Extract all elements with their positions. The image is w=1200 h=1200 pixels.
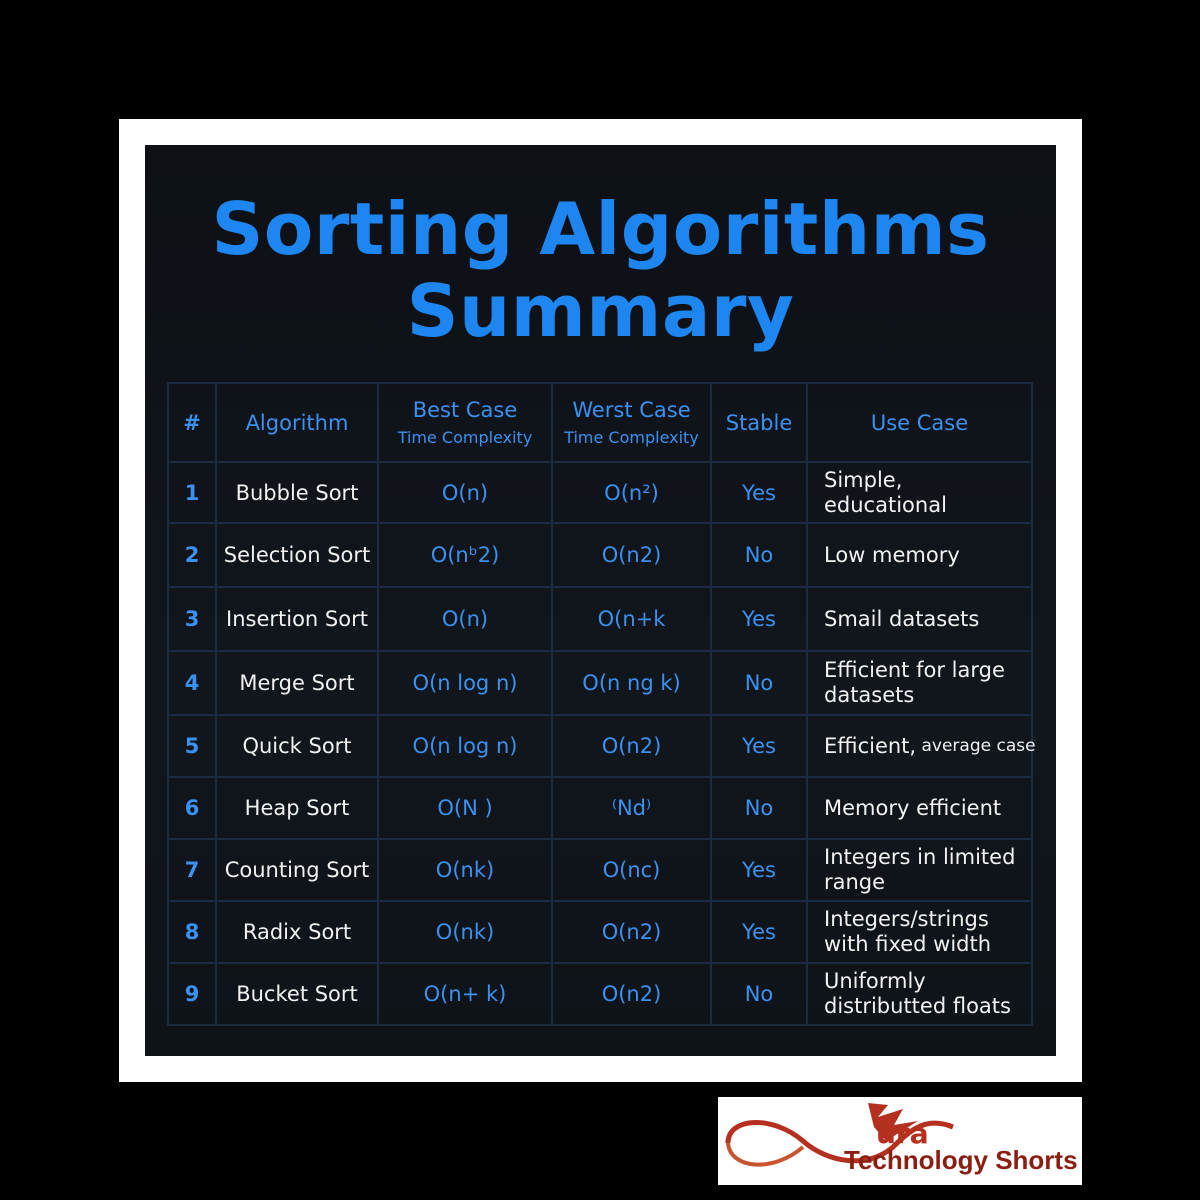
row-num-text: 1 (184, 480, 200, 505)
row-best-case-text: O(n log n) (412, 671, 518, 695)
row-worst-case-text: ⁽Nd⁾ (611, 796, 652, 820)
row-use-case-text: Uniformly distributted floats (824, 969, 1011, 1018)
header-use-label: Use Case (870, 410, 969, 435)
row-best-case-text: O(nk) (435, 920, 495, 944)
row-algorithm (217, 964, 379, 1024)
row-use-case-text: Memory efficient (824, 795, 1002, 820)
row-num-text: 7 (184, 858, 200, 882)
row-worst-case (553, 588, 712, 652)
row-algorithm (217, 524, 379, 588)
row-num (169, 588, 217, 652)
row-best-case (379, 588, 553, 652)
row-stable (712, 840, 808, 902)
row-worst-case (553, 463, 712, 524)
page-title (145, 188, 1056, 352)
row-best-case (379, 964, 553, 1024)
row-worst-case (553, 840, 712, 902)
row-num-text: 2 (184, 543, 200, 567)
header-worst-label: Werst Case (572, 398, 691, 422)
row-num-text: 3 (184, 607, 200, 631)
row-use-case-text: Low memory (824, 542, 960, 567)
row-stable (712, 964, 808, 1024)
row-num-text: 9 (184, 982, 200, 1006)
row-num (169, 902, 217, 964)
row-algorithm (217, 716, 379, 778)
row-worst-case (553, 652, 712, 716)
row-num (169, 778, 217, 840)
row-stable-text: Yes (742, 607, 776, 631)
row-stable (712, 463, 808, 524)
header-best-case (379, 384, 553, 463)
algorithms-table (167, 382, 1036, 1026)
row-num (169, 964, 217, 1024)
row-best-case-text: O(n) (441, 607, 489, 631)
row-stable (712, 652, 808, 716)
row-algorithm-text: Radix Sort (242, 920, 352, 944)
row-use-case-text: Efficient for large datasets (824, 658, 1005, 707)
row-stable-text: Yes (742, 920, 776, 944)
row-algorithm (217, 902, 379, 964)
header-stable-label: Stable (725, 410, 793, 435)
row-worst-case-text: O(n2) (601, 920, 662, 944)
row-use-case (808, 778, 1031, 840)
header-best-sublabel: Time Complexity (397, 428, 533, 447)
row-worst-case (553, 778, 712, 840)
row-best-case (379, 902, 553, 964)
row-num (169, 716, 217, 778)
row-algorithm (217, 840, 379, 902)
row-stable (712, 524, 808, 588)
row-use-case-text: Efficient, (824, 733, 917, 758)
header-use-case (808, 384, 1031, 463)
row-stable-text: No (744, 982, 774, 1006)
row-stable (712, 902, 808, 964)
use-case-note: average case (916, 735, 1036, 756)
header-best-label: Best Case (412, 398, 518, 422)
row-num-text: 8 (184, 920, 200, 944)
row-stable-text: Yes (742, 734, 776, 758)
row-best-case (379, 716, 553, 778)
title-line-2: Summary (406, 269, 795, 353)
header-stable (712, 384, 808, 463)
row-stable (712, 778, 808, 840)
row-use-case (808, 840, 1031, 902)
row-num (169, 524, 217, 588)
row-worst-case-text: O(n²) (604, 480, 659, 505)
row-use-case (808, 588, 1031, 652)
header-worst-case (553, 384, 712, 463)
row-stable (712, 716, 808, 778)
row-worst-case (553, 716, 712, 778)
row-use-case-text: Simple, educational (824, 467, 947, 517)
row-worst-case-text: O(nc) (602, 858, 661, 882)
logo-text-ura: ura (876, 1117, 929, 1150)
row-use-case (808, 716, 1036, 778)
row-algorithm-text: Quick Sort (242, 734, 352, 758)
row-use-case (808, 463, 1031, 524)
row-num (169, 463, 217, 524)
row-best-case-text: O(nᵇ2) (430, 543, 500, 567)
row-worst-case-text: O(n2) (601, 734, 662, 758)
brand-logo (718, 1097, 1082, 1185)
row-use-case (808, 902, 1031, 964)
row-stable (712, 588, 808, 652)
header-num (169, 384, 217, 463)
logo-text-technology-shorts: Technology Shorts (844, 1145, 1078, 1175)
row-num-text: 6 (184, 796, 200, 820)
row-algorithm-text: Heap Sort (244, 796, 350, 820)
row-best-case-text: O(n) (441, 480, 489, 505)
row-best-case (379, 524, 553, 588)
row-worst-case-text: O(n ng k) (582, 671, 681, 695)
row-algorithm-text: Selection Sort (223, 543, 371, 567)
row-use-case-text: Integers/strings with fixed width (824, 907, 992, 956)
row-worst-case (553, 964, 712, 1024)
row-num-text: 5 (184, 734, 200, 758)
row-best-case-text: O(n+ k) (423, 982, 507, 1006)
row-worst-case-text: O(n2) (601, 982, 662, 1006)
row-stable-text: No (744, 796, 774, 820)
row-num-text: 4 (184, 671, 200, 695)
row-best-case (379, 652, 553, 716)
row-best-case (379, 778, 553, 840)
row-use-case-text: Smail datasets (824, 606, 980, 631)
row-algorithm (217, 463, 379, 524)
row-use-case (808, 964, 1031, 1024)
row-best-case (379, 463, 553, 524)
row-best-case-text: O(nk) (435, 858, 495, 882)
row-worst-case (553, 524, 712, 588)
row-stable-text: Yes (742, 480, 776, 505)
row-num (169, 840, 217, 902)
row-worst-case-text: O(n2) (601, 543, 662, 567)
header-algorithm (217, 384, 379, 463)
row-stable-text: Yes (742, 858, 776, 882)
row-algorithm (217, 588, 379, 652)
header-algorithm-label: Algorithm (245, 410, 349, 435)
row-algorithm-text: Merge Sort (239, 671, 355, 695)
row-worst-case (553, 902, 712, 964)
row-num (169, 652, 217, 716)
row-worst-case-text: O(n+k (597, 607, 666, 631)
row-use-case (808, 524, 1031, 588)
row-stable-text: No (744, 543, 774, 567)
row-algorithm-text: Bubble Sort (235, 480, 359, 505)
header-num-label: # (183, 410, 201, 435)
header-worst-sublabel: Time Complexity (564, 428, 699, 447)
row-algorithm-text: Counting Sort (224, 858, 370, 882)
row-best-case-text: O(n log n) (412, 734, 518, 758)
row-algorithm-text: Insertion Sort (226, 607, 368, 631)
row-use-case (808, 652, 1031, 716)
row-algorithm (217, 778, 379, 840)
row-algorithm-text: Bucket Sort (236, 982, 358, 1006)
row-algorithm (217, 652, 379, 716)
row-best-case-text: O(N ) (437, 796, 493, 820)
row-best-case (379, 840, 553, 902)
title-line-1: Sorting Algorithms (211, 187, 990, 271)
row-stable-text: No (744, 671, 774, 695)
row-use-case-text: Integers in limited range (824, 845, 1016, 894)
